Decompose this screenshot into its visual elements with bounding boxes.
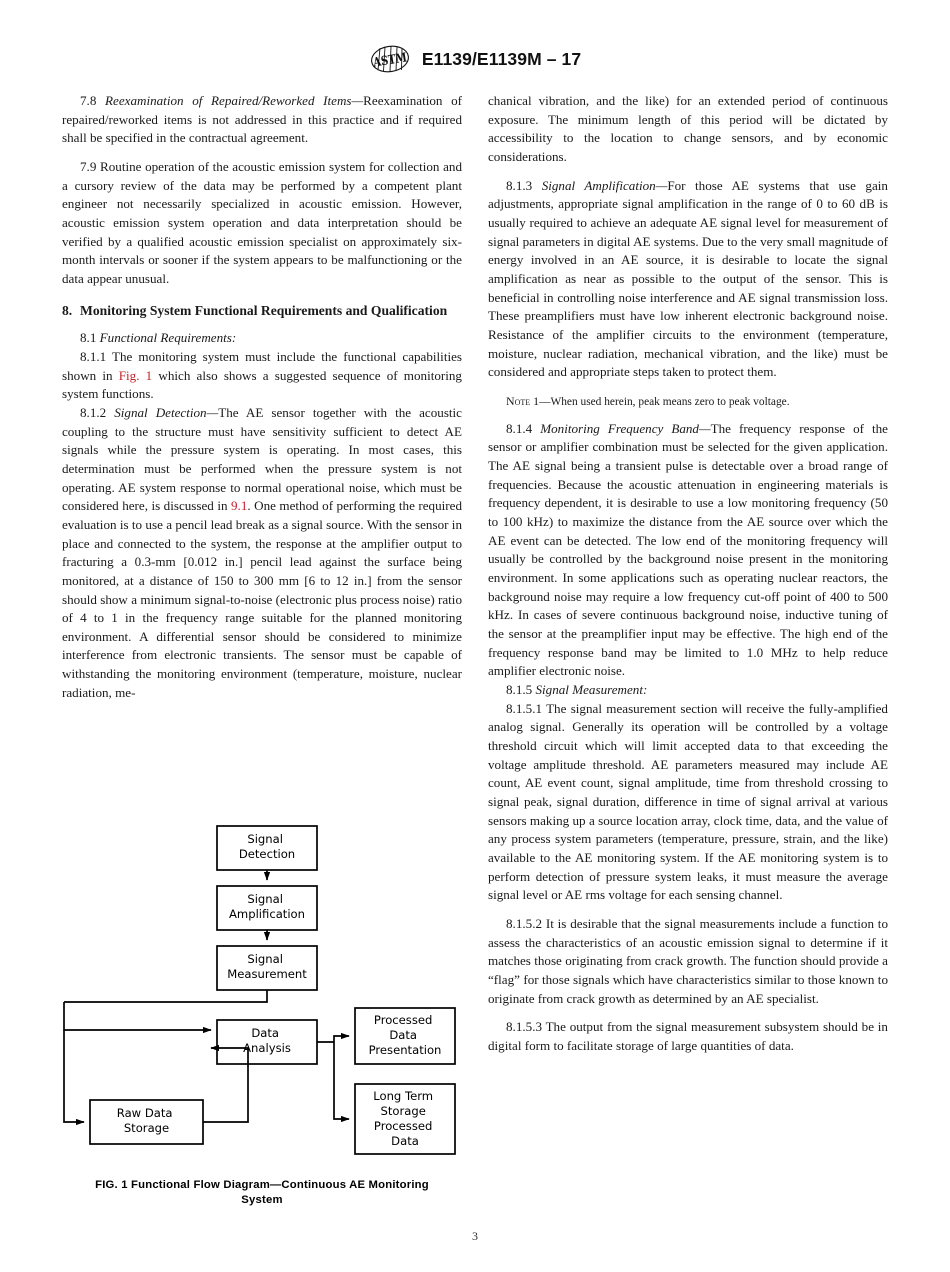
para-number: 8.1.5.2 [506, 915, 543, 931]
para-number: 8.1.2 [80, 404, 107, 420]
para-title: Signal Detection— [114, 404, 219, 420]
paragraph-8-1-2 [62, 404, 462, 703]
para-number: 7.9 [80, 158, 97, 174]
page-number: 3 [472, 1229, 478, 1243]
para-number: 8.1 [80, 330, 97, 346]
para-body-pre: The monitoring system must include the functional capabilities shown in [62, 348, 463, 383]
para-title: Signal Measurement: [535, 682, 648, 697]
note-1 [488, 393, 888, 411]
para-body: chanical vibration, and the like) for an extended period of continuous exposure. The minimum length of this period will be dictated by accessibility to the location to change sensors, and by economic considerations. [488, 93, 888, 164]
para-body: Routine operation of the acoustic emission system for collection and a cursory review of the data may be performed by a competent plant engineer not necessarily specialized in acoustic emission. However, acoustic emission system operation and data interpretation should be verified by a qualified acoustic emission specialist on approximately six-month intervals or sooner if the system appears to be malfunctioning or the data appear unusual. [62, 158, 462, 286]
paragraph-8-1-3 [488, 177, 888, 382]
figure-1 [62, 818, 462, 1218]
section-9-1-reference-link[interactable]: 9.1 [231, 498, 248, 514]
section-heading-8 [62, 302, 462, 321]
edge-measurement-bus [64, 990, 267, 1002]
para-number: 7.8 [80, 93, 97, 108]
left-column [62, 92, 462, 702]
edge-bus-to-processed-data-presentation [334, 1036, 349, 1042]
para-body-post: which also shows a suggested sequence of monitoring system functions. [62, 367, 462, 402]
para-body: It is desirable that the signal measurements include a function to assess the characteristics of an acoustic emission signal to determine if it matches those originating from crack growth. The function should provide a “flag” for those signals which have characteristics similar to those known to originate from crack growth as determined by an AE specialist. [488, 915, 888, 1006]
label-raw-data-storage: Raw Data Storage [116, 1106, 173, 1135]
figure-1-diagram [62, 818, 462, 1173]
label-long-term-storage: Long Term Storage Processed Data [373, 1089, 434, 1148]
paragraph-8-1-2-continuation [488, 92, 888, 167]
paragraph-8-1-5-3 [488, 1018, 888, 1055]
label-signal-amplification: Signal Amplification [228, 892, 306, 921]
edge-bus-to-long-term-storage [334, 1042, 349, 1119]
para-body-post: . One method of performing the required evaluation is to use a pencil lead break as a signal source. With the sensor in place and connected to the system, the response at the amplifier output to fracturing a 0.3-mm [0.012 in.] pencil lead against the surface being monitored, at a distance of 150 to 300 mm [6 to 12 in.] from the sensor should show a minimum signal-to-noise (electronic plus process noise) ratio of 4 to 1 in the frequency range suitable for the planned monitoring environment. A differential sensor should be considered to minimize interference from electronic transients. The sensor must be capable of withstanding the monitoring environment (temperature, moisture, nuclear radiation, me- [62, 498, 463, 700]
para-body: The signal measurement section will receive the fully-amplified analog signal. Generally its operation will be controlled by a voltage threshold circuit which will limit accepted data to that exceeding the voltage amplitude threshold. AE parameters measured may include AE count, AE event count, signal amplitude, time from threshold crossing to signal peak, signal duration, difference in time of signal arrival at various sensors making up a source location array, clock time, data, and the value of any process system parameters (temperature, pressure, strain, and the like) available to the AE monitoring system. If the AE monitoring system is to perform detection of pressure system leaks, it must measure the average signal level or AE rms voltage for each sensing channel. [488, 700, 888, 903]
document-title: E1139/E1139M – 17 [421, 48, 582, 69]
astm-logo [369, 44, 413, 74]
para-number: 8.1.5.1 [506, 700, 543, 716]
right-column [488, 92, 888, 1055]
label-signal-measurement: Signal Measurement [227, 952, 307, 981]
label-data-analysis: Data Analysis [243, 1026, 291, 1055]
figure-1-caption [62, 1178, 462, 1208]
paragraph-7-9 [62, 158, 462, 289]
paragraph-8-1-5 [488, 681, 888, 700]
para-number: 8.1.4 [506, 420, 533, 436]
para-title: Functional Requirements: [99, 330, 237, 346]
label-signal-detection: Signal Detection [238, 832, 296, 861]
para-body: Reexamination of repaired/reworked items is not addressed in this practice and if required shall be specified in the contractual agreement. [62, 93, 462, 146]
svg-text:ASTM: ASTM [371, 48, 413, 70]
para-title: Monitoring Frequency Band— [540, 420, 711, 436]
paragraph-8-1-1 [62, 348, 462, 404]
paragraph-8-1-5-1 [488, 700, 888, 905]
para-number: 8.1.5.3 [506, 1019, 543, 1035]
paragraph-7-8 [62, 92, 462, 148]
figure-1-reference-link[interactable]: Fig. 1 [118, 367, 153, 383]
note-label: Note 1 [506, 393, 540, 408]
para-body: The output from the signal measurement subsystem should be in digital form to facilitate storage of large quantities of data. [488, 1019, 888, 1053]
figure-caption-line-2: System [241, 1194, 283, 1207]
paragraph-8-1 [62, 329, 462, 348]
edge-bus-to-raw-data-storage [64, 1030, 84, 1122]
para-title: Signal Amplification— [541, 177, 668, 193]
para-number: 8.1.5 [506, 682, 533, 697]
para-number: 8.1.3 [506, 177, 533, 193]
para-body: For those AE systems that use gain adjustments, appropriate signal amplification in the range of 0 to 60 dB is usually required to achieve an adequate AE signal level for measurement of signal parameters in digital AE systems. Due to the very small magnitude of energy involved in an AE source, it is desirable to locate the signal amplification as near as possible to the output of the sensor. This is beneficial in controlling noise interference and AE signal transmission loss. These preamplifiers must have low inherent electronic background noise. Resistance of the amplifier circuits to the environment (temperature, moisture, nuclear radiation, mechanical vibration, and the like) must be considered and appropriate steps taken to protect them. [488, 177, 888, 380]
section-title: Monitoring System Functional Requirements and Qualification [80, 302, 448, 318]
para-title: Reexamination of Repaired/Reworked Items— [105, 93, 364, 108]
note-body: —When used herein, peak means zero to peak voltage. [539, 395, 790, 408]
para-body-pre: The AE sensor together with the acoustic coupling to the structure must have sensitivity sufficient to detect AE signals while the pressure system is operating. In most cases, this determination must be performed when the pressure system is not operating. AE system response to normal operational noise, which must be considered here, is discussed in [62, 404, 462, 514]
section-number: 8. [62, 302, 73, 318]
paragraph-8-1-5-2 [488, 915, 888, 1008]
page-header [0, 44, 950, 74]
para-body: The frequency response of the sensor or amplifier combination must be selected for the given application. The AE signal being a transient pulse is detectable over a broad range of frequencies. Because the acoustic attenuation in engineering materials is frequency dependent, it is desirable to use a low monitoring frequency (50 to 100 kHz) to maximize the distance from the AE source over which the AE event can be detected. The low end of the monitoring frequency will usually be controlled by the background noise present in the monitoring environment. In some applications such as operating nuclear reactors, the background noise may require a low frequency cut-off point of 400 to 500 kHz. In cases of severe continuous background noise, inductive tuning of the sensor at the preamplifier input may be effective. The high end of the frequency response band may be limited to 1.0 MHz to help reduce amplifier electronic noise. [488, 420, 888, 679]
edge-bus-to-data-analysis [64, 1002, 211, 1030]
paragraph-8-1-4 [488, 420, 888, 681]
label-processed-data-presentation: Processed Data Presentation [368, 1013, 442, 1057]
para-number: 8.1.1 [80, 348, 107, 364]
figure-caption-line-1: FIG. 1 Functional Flow Diagram—Continuous AE Monitoring [95, 1179, 429, 1191]
